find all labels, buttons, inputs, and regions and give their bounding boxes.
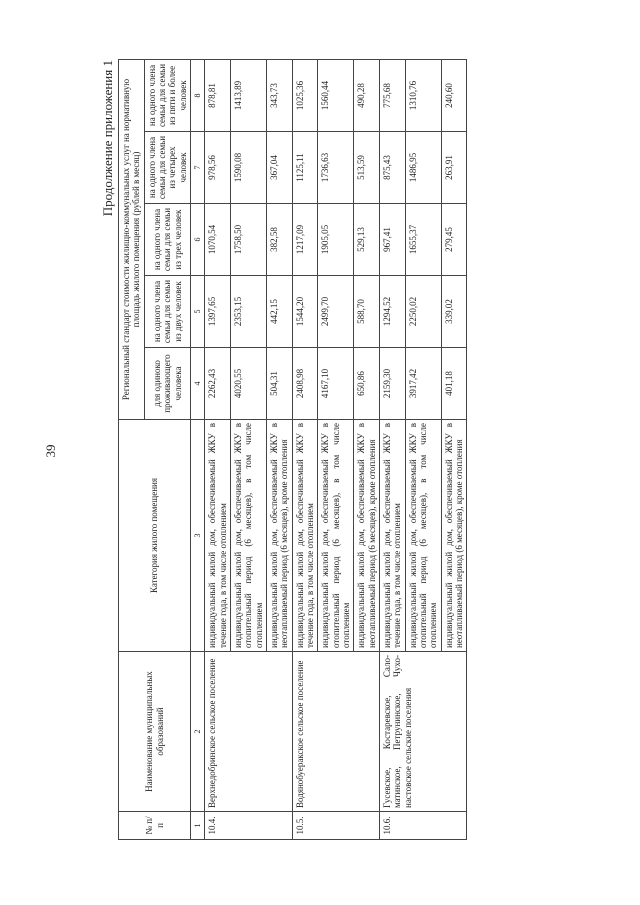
value-cell: 875,43 bbox=[380, 132, 406, 204]
housing-category: индивидуальный жилой дом, обеспечиваемый ЖКУ в течение года, в том числе отоплением bbox=[292, 420, 318, 652]
header-sub: на одного члена семьи для семьи из двух человек bbox=[144, 276, 190, 348]
municipality-name: Гусевское, Костаревское, Сало-матинское, Петрунинское, Чухо-настовское сельские поселения bbox=[380, 652, 467, 812]
value-cell: 279,45 bbox=[441, 204, 467, 276]
value-cell: 490,28 bbox=[354, 59, 380, 131]
table-row bbox=[380, 59, 406, 839]
standards-table bbox=[118, 59, 467, 840]
column-index: 1 bbox=[191, 812, 205, 840]
value-cell: 2159,30 bbox=[380, 348, 406, 420]
table-row bbox=[205, 59, 231, 839]
housing-category: индивидуальный жилой дом, обеспечиваемый ЖКУ в неотапливаемый период (6 месяцев), кроме отопления bbox=[266, 420, 292, 652]
value-cell: 442,15 bbox=[266, 276, 292, 348]
value-cell: 3917,42 bbox=[405, 348, 441, 420]
value-cell: 1025,36 bbox=[292, 59, 318, 131]
rotated-page-content bbox=[100, 60, 568, 840]
page-number: 39 bbox=[43, 444, 58, 458]
column-index: 5 bbox=[191, 276, 205, 348]
value-cell: 967,41 bbox=[380, 204, 406, 276]
value-cell: 401,18 bbox=[441, 348, 467, 420]
value-cell: 1590,08 bbox=[230, 132, 266, 204]
value-cell: 1217,09 bbox=[292, 204, 318, 276]
value-cell: 650,86 bbox=[354, 348, 380, 420]
value-cell: 1310,76 bbox=[405, 59, 441, 131]
value-cell: 4020,55 bbox=[230, 348, 266, 420]
housing-category: индивидуальный жилой дом, обеспечиваемый ЖКУ в течение года, в том числе отоплением bbox=[205, 420, 231, 652]
column-index: 7 bbox=[191, 132, 205, 204]
value-cell: 2262,43 bbox=[205, 348, 231, 420]
value-cell: 1736,63 bbox=[318, 132, 354, 204]
header-sub: на одного члена семьи для семьи из четырех человек bbox=[144, 132, 190, 204]
value-cell: 588,70 bbox=[354, 276, 380, 348]
row-number: 10.5. bbox=[292, 812, 379, 840]
housing-category: индивидуальный жилой дом, обеспечиваемый ЖКУ в течение года, в том числе отоплением bbox=[380, 420, 406, 652]
value-cell: 775,68 bbox=[380, 59, 406, 131]
column-index: 4 bbox=[191, 348, 205, 420]
header-category: Категория жилого помещения bbox=[119, 420, 191, 652]
value-cell: 2353,15 bbox=[230, 276, 266, 348]
value-cell: 1758,50 bbox=[230, 204, 266, 276]
municipality-name: Верхнедобринское сельское поселение bbox=[205, 652, 292, 812]
value-cell: 382,58 bbox=[266, 204, 292, 276]
header-municipality: Наименование муниципальных образований bbox=[119, 652, 191, 812]
value-cell: 1070,54 bbox=[205, 204, 231, 276]
value-cell: 513,59 bbox=[354, 132, 380, 204]
value-cell: 978,56 bbox=[205, 132, 231, 204]
value-cell: 2250,02 bbox=[405, 276, 441, 348]
value-cell: 1560,44 bbox=[318, 59, 354, 131]
value-cell: 529,13 bbox=[354, 204, 380, 276]
value-cell: 1655,37 bbox=[405, 204, 441, 276]
row-number: 10.4. bbox=[205, 812, 292, 840]
housing-category: индивидуальный жилой дом, обеспечиваемый ЖКУ в отопительный период (6 месяцев), в том числе отоплением bbox=[405, 420, 441, 652]
header-sub: для одиноко проживающего человека bbox=[144, 348, 190, 420]
value-cell: 263,91 bbox=[441, 132, 467, 204]
row-number: 10.6. bbox=[380, 812, 467, 840]
value-cell: 339,02 bbox=[441, 276, 467, 348]
value-cell: 1125,11 bbox=[292, 132, 318, 204]
header-num: № п/п bbox=[119, 812, 191, 840]
column-index: 2 bbox=[191, 652, 205, 812]
header-sub: на одного члена семьи для семьи из пяти и более человек bbox=[144, 59, 190, 131]
header-group: Региональный стандарт стоимости жилищно-коммунальных услуг на нормативную площадь жилого помещения (рублей в месяц) bbox=[119, 59, 145, 419]
value-cell: 504,31 bbox=[266, 348, 292, 420]
table-row bbox=[292, 59, 318, 839]
value-cell: 1294,52 bbox=[380, 276, 406, 348]
value-cell: 1413,89 bbox=[230, 59, 266, 131]
value-cell: 343,73 bbox=[266, 59, 292, 131]
continuation-title: Продолжение приложения 1 bbox=[100, 60, 115, 217]
value-cell: 878,81 bbox=[205, 59, 231, 131]
value-cell: 1544,20 bbox=[292, 276, 318, 348]
header-sub: на одного члена семьи для семьи из трех человек bbox=[144, 204, 190, 276]
value-cell: 1397,65 bbox=[205, 276, 231, 348]
column-index: 3 bbox=[191, 420, 205, 652]
column-index: 8 bbox=[191, 59, 205, 131]
value-cell: 1905,05 bbox=[318, 204, 354, 276]
value-cell: 1486,95 bbox=[405, 132, 441, 204]
housing-category: индивидуальный жилой дом, обеспечиваемый ЖКУ в неотапливаемый период (6 месяцев), кроме отопления bbox=[441, 420, 467, 652]
value-cell: 240,60 bbox=[441, 59, 467, 131]
housing-category: индивидуальный жилой дом, обеспечиваемый ЖКУ в неотапливаемый период (6 месяцев), кроме отопления bbox=[354, 420, 380, 652]
housing-category: индивидуальный жилой дом, обеспечиваемый ЖКУ в отопительный период (6 месяцев), в том числе отоплением bbox=[230, 420, 266, 652]
value-cell: 4167,10 bbox=[318, 348, 354, 420]
column-index: 6 bbox=[191, 204, 205, 276]
value-cell: 2499,70 bbox=[318, 276, 354, 348]
value-cell: 367,04 bbox=[266, 132, 292, 204]
housing-category: индивидуальный жилой дом, обеспечиваемый ЖКУ в отопительный период (6 месяцев), в том числе отоплением bbox=[318, 420, 354, 652]
value-cell: 2408,98 bbox=[292, 348, 318, 420]
municipality-name: Водянобуеракское сельское поселение bbox=[292, 652, 379, 812]
